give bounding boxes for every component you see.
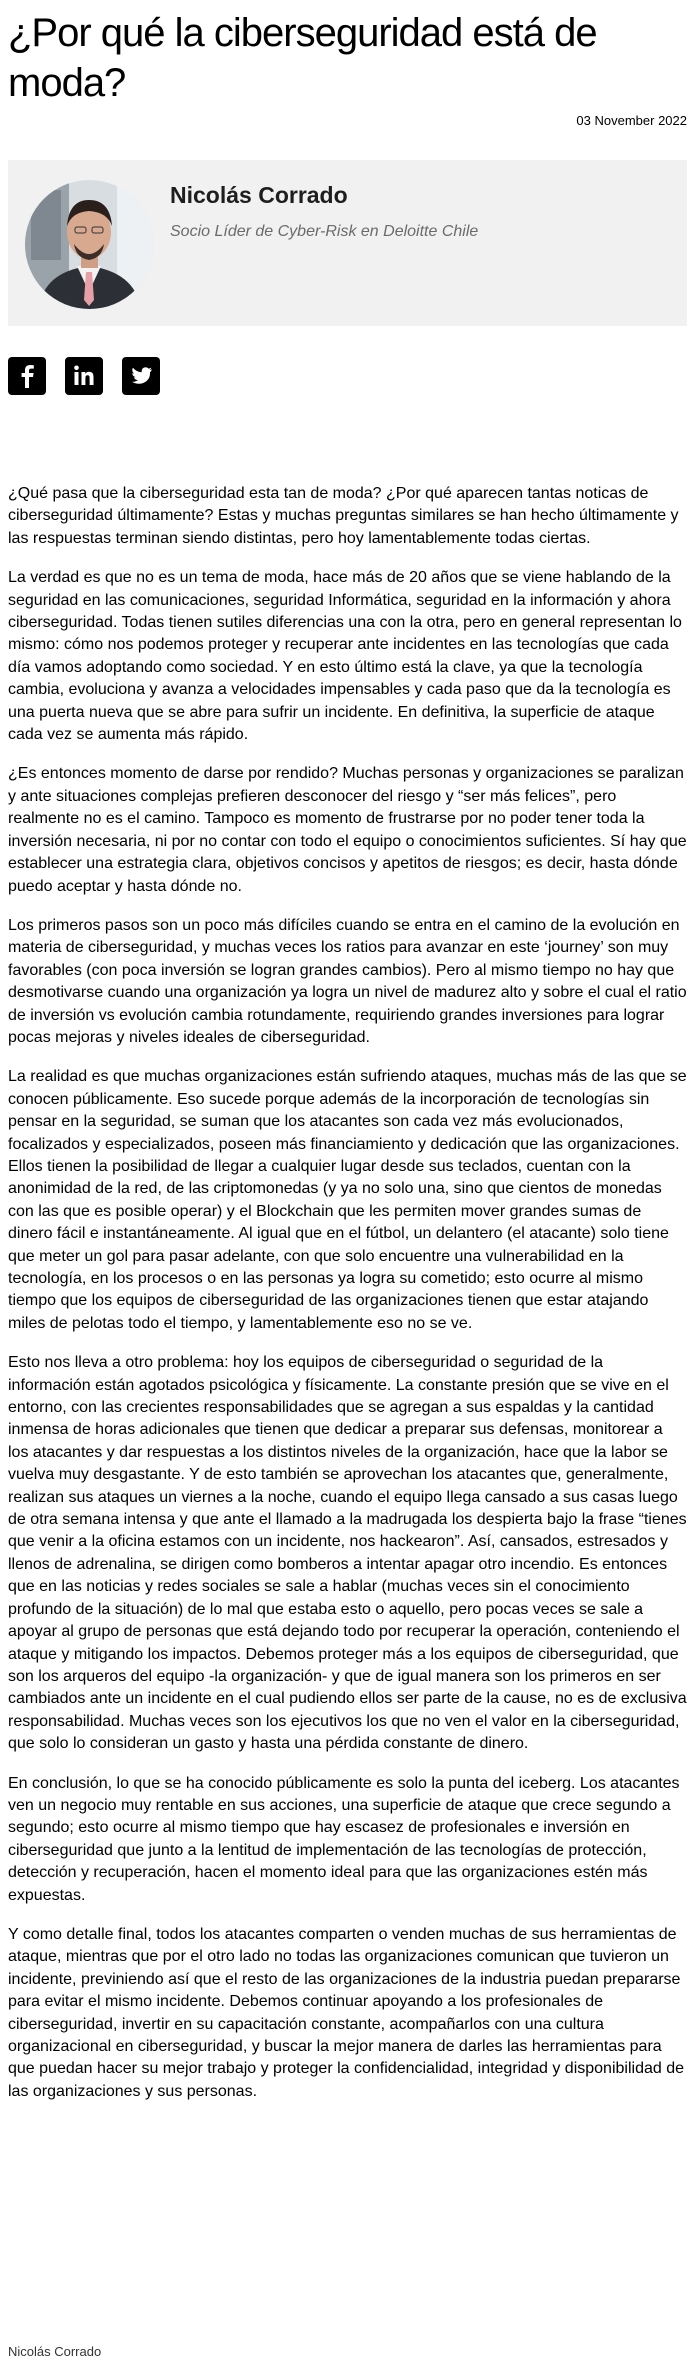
article-paragraph: ¿Es entonces momento de darse por rendido? Muchas personas y organizaciones se paralizan y ante situaciones complejas prefieren desconocer del riesgo y “ser más felices”, pero realmente no es el camino. Tampoco es momento de frustrarse por no poder tener toda la inversión necesaria, ni por no contar con todo el equipo o conocimientos suficientes. Sí hay que establecer una estrategia clara, objetivos concisos y apetitos de riesgos; es decir, hasta dónde puedo aceptar y hasta dónde no. xyxy=(8,765,687,895)
article-byline: Nicolás Corrado xyxy=(8,2344,102,2359)
facebook-share-button[interactable] xyxy=(8,357,46,395)
article-paragraph: ¿Qué pasa que la ciberseguridad esta tan de moda? ¿Por qué aparecen tantas noticas de ciberseguridad últimamente? Estas y muchas preguntas similares se han hecho últimamente y las respuestas terminan siendo distintas, pero hoy lamentablemente todas ciertas. xyxy=(8,485,679,547)
article-paragraph: Y como detalle final, todos los atacantes comparten o venden muchas de sus herramientas de ataque, mientras que por el otro lado no todas las organizaciones comunican que tuvieron un incidente, previniendo así que el resto de las organizaciones de la industria puedan prepararse para evitar el mismo incidente. Debemos continuar apoyando a los profesionales de ciberseguridad, invertir en su capacitación constante, acompañarlos con una cultura organizacional en ciberseguridad, y buscar la mejor manera de darles las herramientas para que puedan hacer su mejor trabajo y proteger la confidencialidad, integridad y disponibilidad de las organizaciones y sus personas. xyxy=(8,1925,684,2100)
linkedin-icon xyxy=(65,357,103,395)
facebook-icon xyxy=(8,357,46,395)
article-paragraph: La verdad es que no es un tema de moda, hace más de 20 años que se viene hablando de la seguridad en las comunicaciones, seguridad Informática, seguridad en la información y ahora ciberseguridad. Todas tienen sutiles diferencias una con la otra, pero en general representan lo mismo: cómo nos podemos proteger y recuperar ante incidentes en las tecnologías que cada día vamos adoptando como sociedad. Y en esto último está la clave, ya que la tecnología cambia, evoluciona y avanza a velocidades impensables y cada paso que da la tecnología es una puerta nueva que se abre para sufrir un incidente. En definitiva, la superficie de ataque cada vez se aumenta más rápido. xyxy=(8,569,682,744)
share-bar xyxy=(8,357,160,395)
author-name: Nicolás Corrado xyxy=(170,182,348,208)
author-card xyxy=(8,160,687,326)
publish-date: 03 November 2022 xyxy=(576,113,687,128)
twitter-icon xyxy=(122,357,160,395)
author-role: Socio Líder de Cyber-Risk en Deloitte Chile xyxy=(170,223,479,240)
article-paragraph: La realidad es que muchas organizaciones están sufriendo ataques, muchas más de las que se conocen públicamente. Eso sucede porque además de la incorporación de tecnologías sin pensar en la seguridad, se suman que los atacantes son cada vez más evolucionados, focalizados y especializados, poseen más financiamiento y dedicación que las organizaciones. Ellos tienen la posibilidad de llegar a cualquier lugar desde sus teclados, cuentan con la anonimidad de la red, de las criptomonedas (y ya no solo una, sino que cientos de monedas con las que es posible operar) y el Blockchain que les permiten mover grandes sumas de dinero fácil e instantáneamente. Al igual que en el fútbol, un delantero (el atacante) solo tiene que meter un gol para pasar adelante, con que solo encuentre una vulnerabilidad en la tecnología, en los procesos o en las personas ya logra su cometido; esto ocurre al mismo tiempo que los equipos de ciberseguridad de las organizaciones tienen que estar atajando miles de pelotas todo el tiempo, y lamentablemente eso no se ve. xyxy=(8,1068,687,1332)
article-title: ¿Por qué la ciberseguridad está de moda? xyxy=(8,11,597,105)
twitter-share-button[interactable] xyxy=(122,357,160,395)
author-photo xyxy=(25,180,154,309)
linkedin-share-button[interactable] xyxy=(65,357,103,395)
article-paragraph: Los primeros pasos son un poco más difíciles cuando se entra en el camino de la evolución en materia de ciberseguridad, y muchas veces los ratios para avanzar en este ‘journey’ son muy favorables (con poca inversión se logran grandes cambios). Pero al mismo tiempo no hay que desmotivarse cuando una organización ya logra un nivel de madurez alto y sobre el cual el ratio de inversión vs evolución cambia rotundamente, requiriendo grandes inversiones para lograr pocas mejoras y niveles ideales de ciberseguridad. xyxy=(8,916,687,1046)
article-paragraph: Esto nos lleva a otro problema: hoy los equipos de ciberseguridad o seguridad de la información están agotados psicológica y físicamente. La constante presión que se vive en el entorno, con las crecientes responsabilidades que se agregan a sus espaldas y la cantidad inmensa de horas adicionales que tienen que dedicar a preparar sus defensas, monitorear a los atacantes y dar respuestas a los distintos niveles de la organización, hace que la labor se vuelva muy desgastante. Y de esto también se aprovechan los atacantes que, generalmente, realizan sus ataques un viernes a la noche, cuando el equipo llega cansado a sus casas luego de otra semana intensa y que ante el llamado a la madrugada los despierta bajo la frase “tienes que venir a la oficina estamos con un incidente, nos hackearon”. Así, cansados, estresados y llenos de adrenalina, se dirigen como bomberos a intentar apagar otro incendio. Es entonces que en las noticias y redes sociales se sale a hablar (muchas veces sin el conocimiento profundo de la situación) de lo mal que estaba esto o aquello, pero pocas veces se sale a apoyar al grupo de personas que está dejando todo por recuperar la operación, conteniendo el ataque y mitigando los impactos. Debemos proteger más a los equipos de ciberseguridad, que son los arqueros del equipo -la organización- y que de igual manera son los primeros en ser cambiados ante un incidente en el cual pudiendo ellos ser parte de la cause, no es de exclusiva responsabilidad. Muchas veces son los ejecutivos los que no ven el valor en la ciberseguridad, que solo lo consideran un gasto y hasta una pérdida constante de dinero. xyxy=(8,1354,687,1753)
article-body xyxy=(8,483,687,2120)
article-paragraph: En conclusión, lo que se ha conocido públicamente es solo la punta del iceberg. Los atacantes ven un negocio muy rentable en sus acciones, una superficie de ataque que crece segundo a segundo; esto ocurre al mismo tiempo que hay escasez de profesionales e inversión en ciberseguridad que junto a la lentitud de implementación de las tecnologías de protección, detección y recuperación, hacen el momento ideal para que las organizaciones estén más expuestas. xyxy=(8,1774,680,1904)
